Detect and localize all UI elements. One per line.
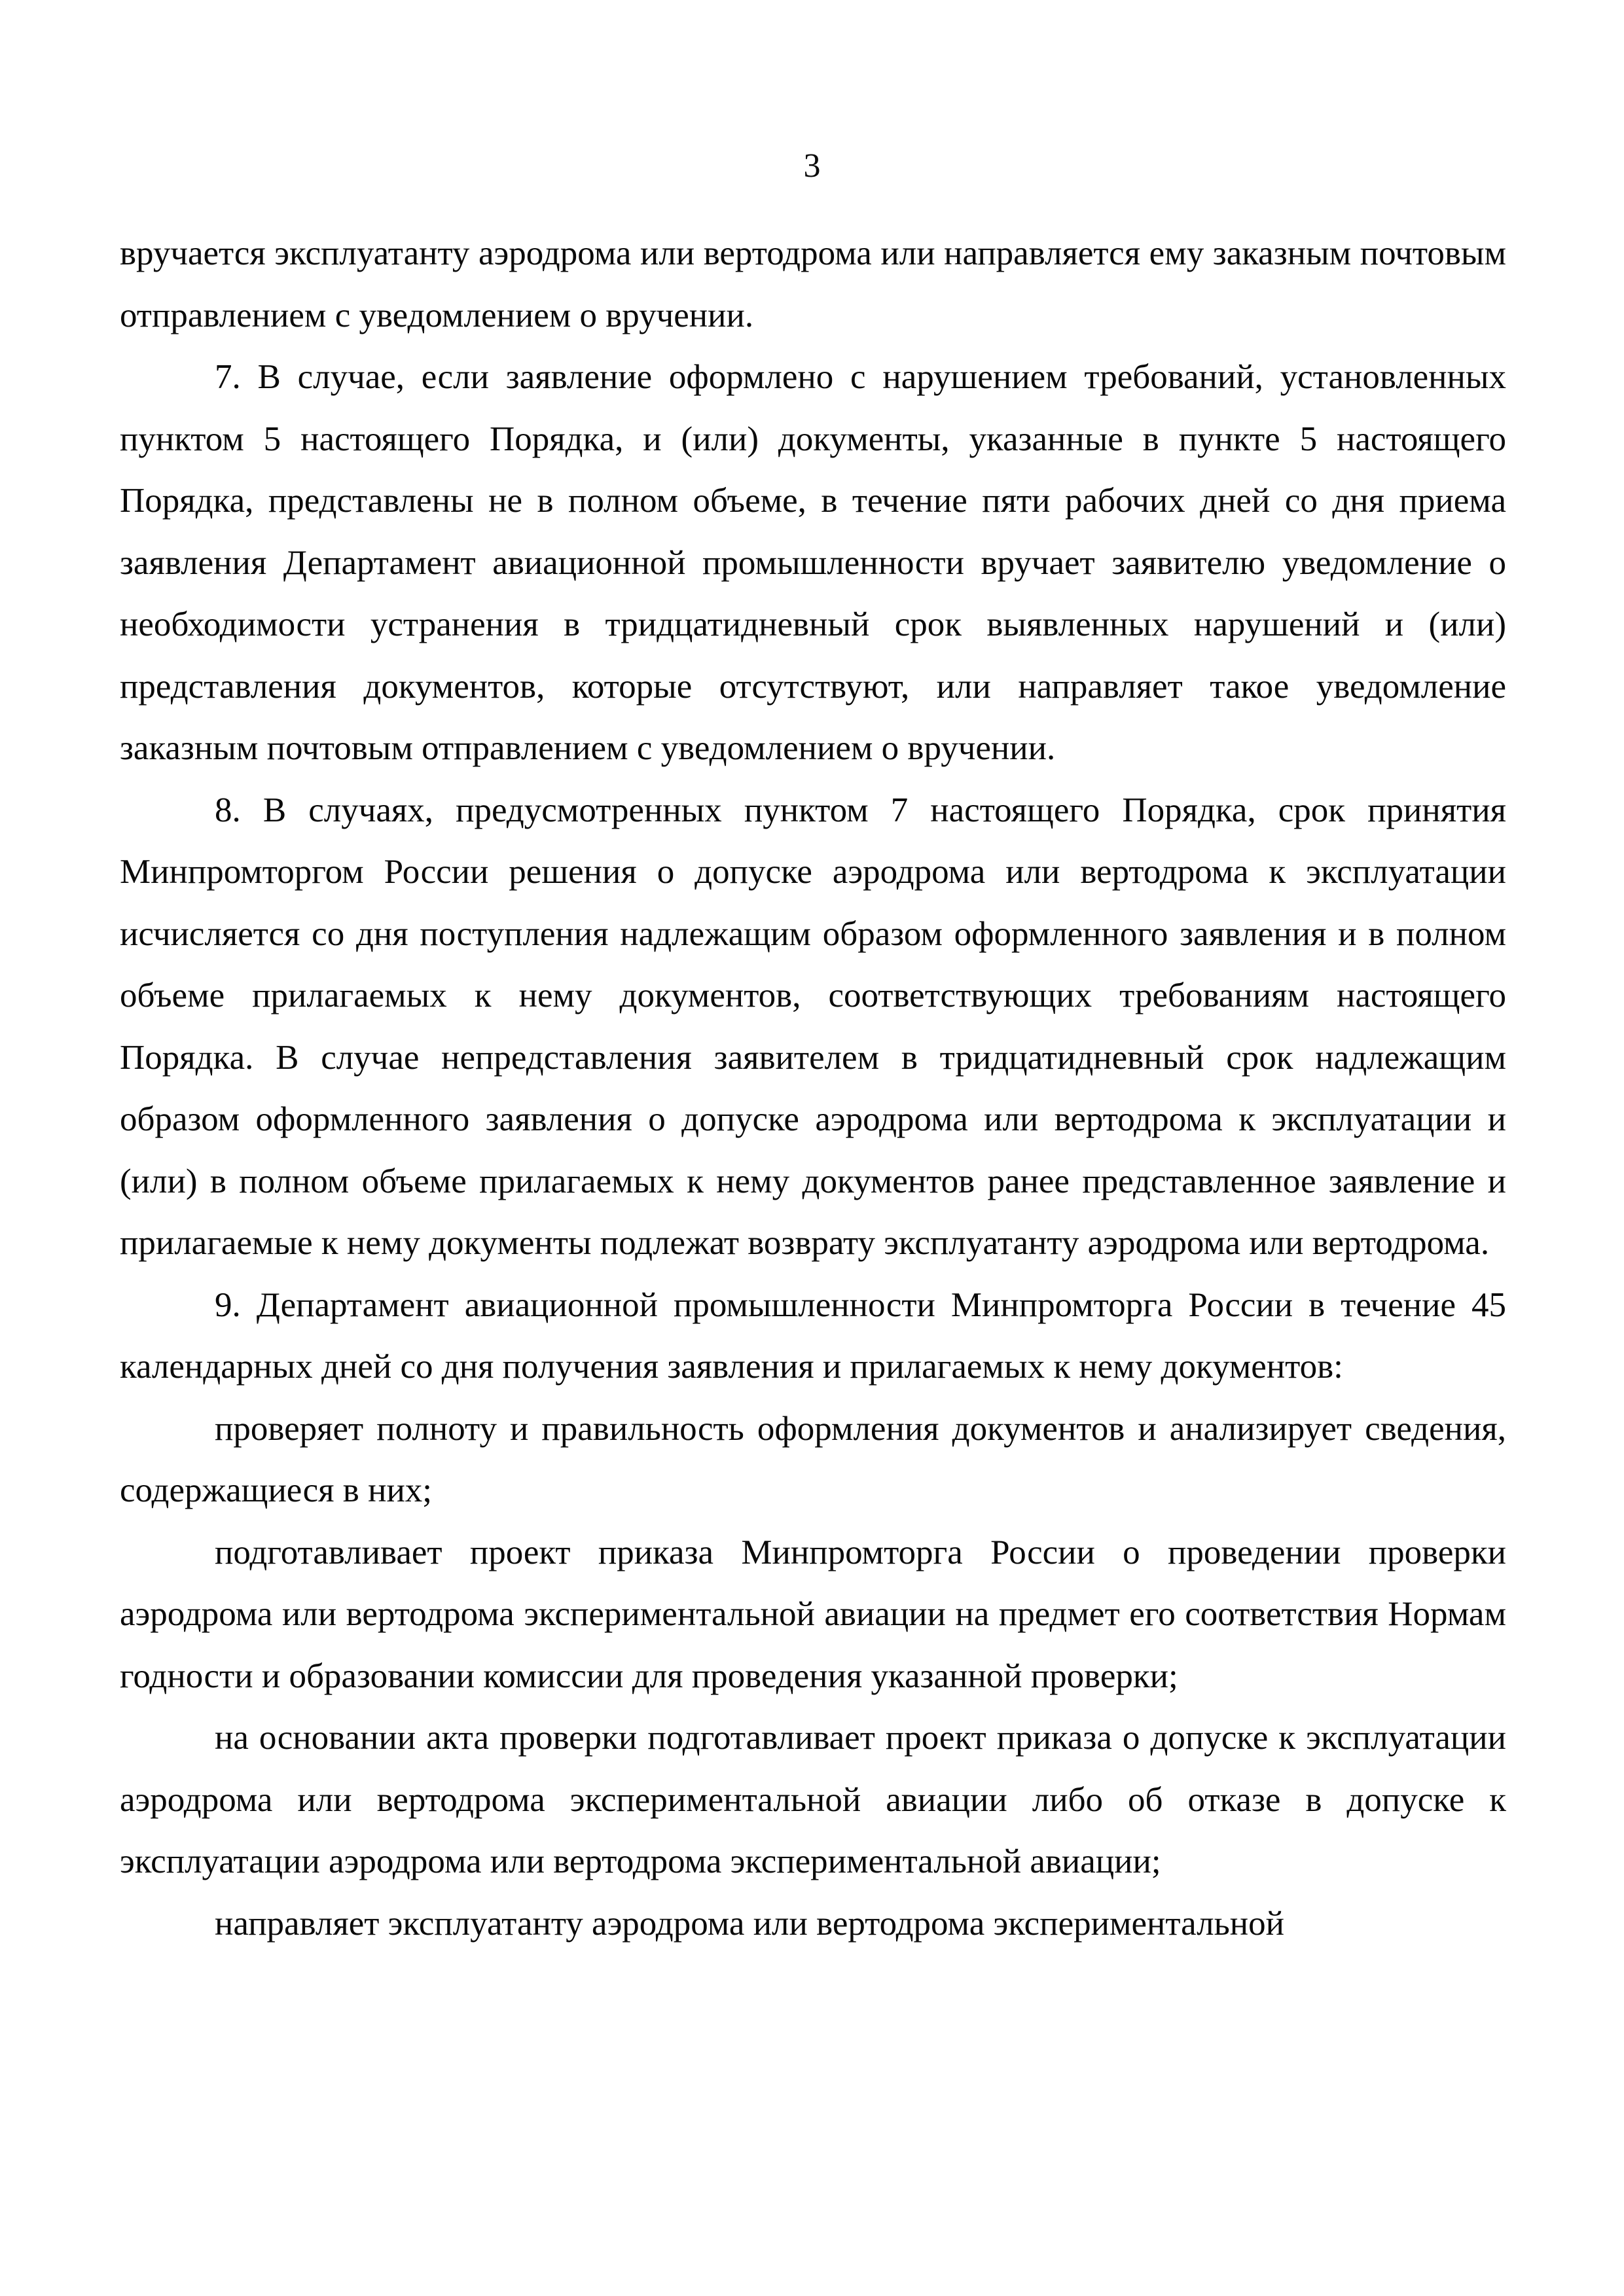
paragraph-item-9: 9. Департамент авиационной промышленности Минпромторга России в течение 45 календарных дней со дня получения заявления и прилагаемых к нему документов: — [120, 1285, 1506, 1386]
paragraph-item-7: 7. В случае, если заявление оформлено с нарушением требований, установленных пунктом 5 настоящего Порядка, и (или) документы, указанные в пункте 5 настоящего Порядка, представлены не в полном объеме, в течение пяти рабочих дней со дня приема заявления Департамент авиационной промышленности вручает заявителю уведомление о необходимости устранения в тридцатидневный срок выявленных нарушений и (или) представления документов, которые отсутствуют, или направляет такое уведомление заказным почтовым отправлением с уведомлением о вручении. — [120, 358, 1506, 767]
paragraph-subitem-prepare-order: подготавливает проект приказа Минпромторга России о проведении проверки аэродрома или вертодрома экспериментальной авиации на предмет его соответствия Нормам годности и образовании комиссии для проведения указанной проверки; — [120, 1533, 1506, 1695]
paragraph-subitem-check: проверяет полноту и правильность оформления документов и анализирует сведения, содержащиеся в них; — [120, 1409, 1506, 1509]
paragraph-subitem-send: направляет эксплуатанту аэродрома или вертодрома экспериментальной — [215, 1904, 1285, 1943]
page-number: 3 — [803, 147, 821, 185]
paragraph-continuation: вручается эксплуатанту аэродрома или вертодрома или направляется ему заказным почтовым отправлением с уведомлением о вручении. — [120, 234, 1506, 334]
paragraph-subitem-act-review: на основании акта проверки подготавливает проект приказа о допуске к эксплуатации аэродрома или вертодрома экспериментальной авиации либо об отказе в допуске к эксплуатации аэродрома или вертодрома экспериментальной авиации; — [120, 1719, 1506, 1880]
document-body — [120, 223, 1506, 1954]
paragraph-item-8: 8. В случаях, предусмотренных пунктом 7 настоящего Порядка, срок принятия Минпромторгом России решения о допуске аэродрома или вертодрома к эксплуатации исчисляется со дня поступления надлежащим образом оформленного заявления и в полном объеме прилагаемых к нему документов, соответствующих требованиям настоящего Порядка. В случае непредставления заявителем в тридцатидневный срок надлежащим образом оформленного заявления о допуске аэродрома или вертодрома к эксплуатации и (или) в полном объеме прилагаемых к нему документов ранее представленное заявление и прилагаемые к нему документы подлежат возврату эксплуатанту аэродрома или вертодрома. — [120, 791, 1506, 1262]
